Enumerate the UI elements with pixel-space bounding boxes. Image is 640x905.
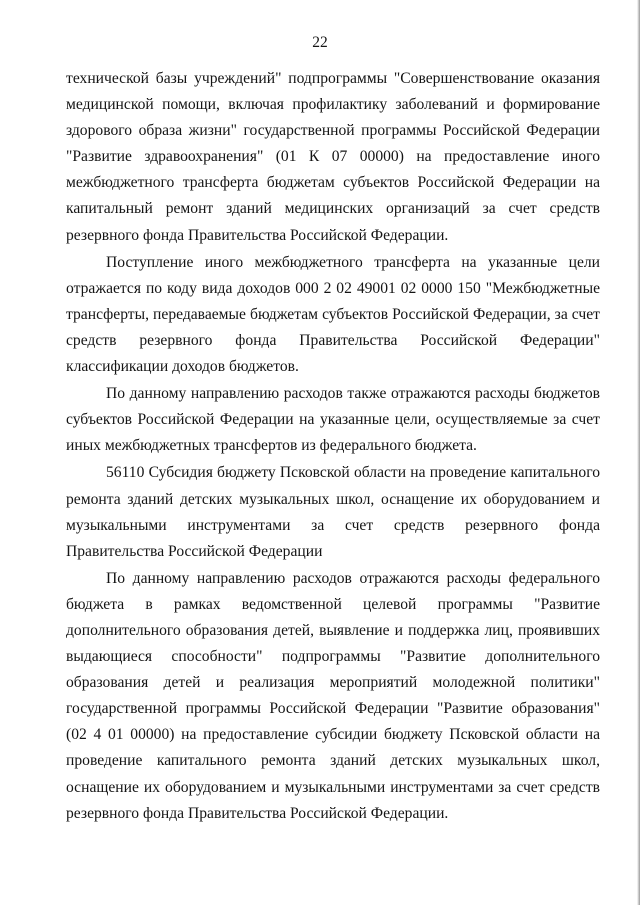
- page-number: 22: [312, 34, 328, 51]
- paragraph-regional-expenses: По данному направлению расходов также отражаются расходы бюджетов субъектов Российской Федерации на указанные цели, осуществляемые за счет иных межбюджетных трансфертов из федерального бюджета.: [66, 385, 600, 455]
- paragraph-revenue-code: Поступление иного межбюджетного трансферта на указанные цели отражается по коду вида доходов 000 2 02 49001 02 0000 150 "Межбюджетные трансферты, передаваемые бюджетам субъектов Российской Федерации, за счет средств резервного фонда Правительства Российской Федерации" классификации доходов бюджетов.: [66, 253, 600, 376]
- document-body: [66, 66, 600, 827]
- paragraph-subsidy-56110-description: По данному направлению расходов отражаются расходы федерального бюджета в рамках ведомственной целевой программы "Развитие дополнительного образования детей, выявление и поддержка лиц, проявивших выдающиеся способности" подпрограммы "Развитие дополнительного образования детей и реализация мероприятий молодежной политики" государственной программы Российской Федерации "Развитие образования" (02 4 01 00000) на предоставление субсидии бюджету Псковской области на проведение капитального ремонта зданий детских музыкальных школ, оснащение их оборудованием и музыкальными инструментами за счет средств резервного фонда Правительства Российской Федерации.: [66, 569, 600, 822]
- paragraph-subsidy-56110-heading: 56110 Субсидия бюджету Псковской области на проведение капитального ремонта зданий детских музыкальных школ, оснащение их оборудованием и музыкальными инструментами за счет средств резервного фонда Правительства Российской Федерации: [66, 464, 600, 560]
- paragraph-continuation-subprogram: технической базы учреждений" подпрограммы "Совершенствование оказания медицинской помощи, включая профилактику заболеваний и формирование здорового образа жизни" государственной программы Российской Федерации "Развитие здравоохранения" (01 К 07 00000) на предоставление иного межбюджетного трансферта бюджетам субъектов Российской Федерации на капитальный ремонт зданий медицинских организаций за счет средств резервного фонда Правительства Российской Федерации.: [66, 70, 600, 244]
